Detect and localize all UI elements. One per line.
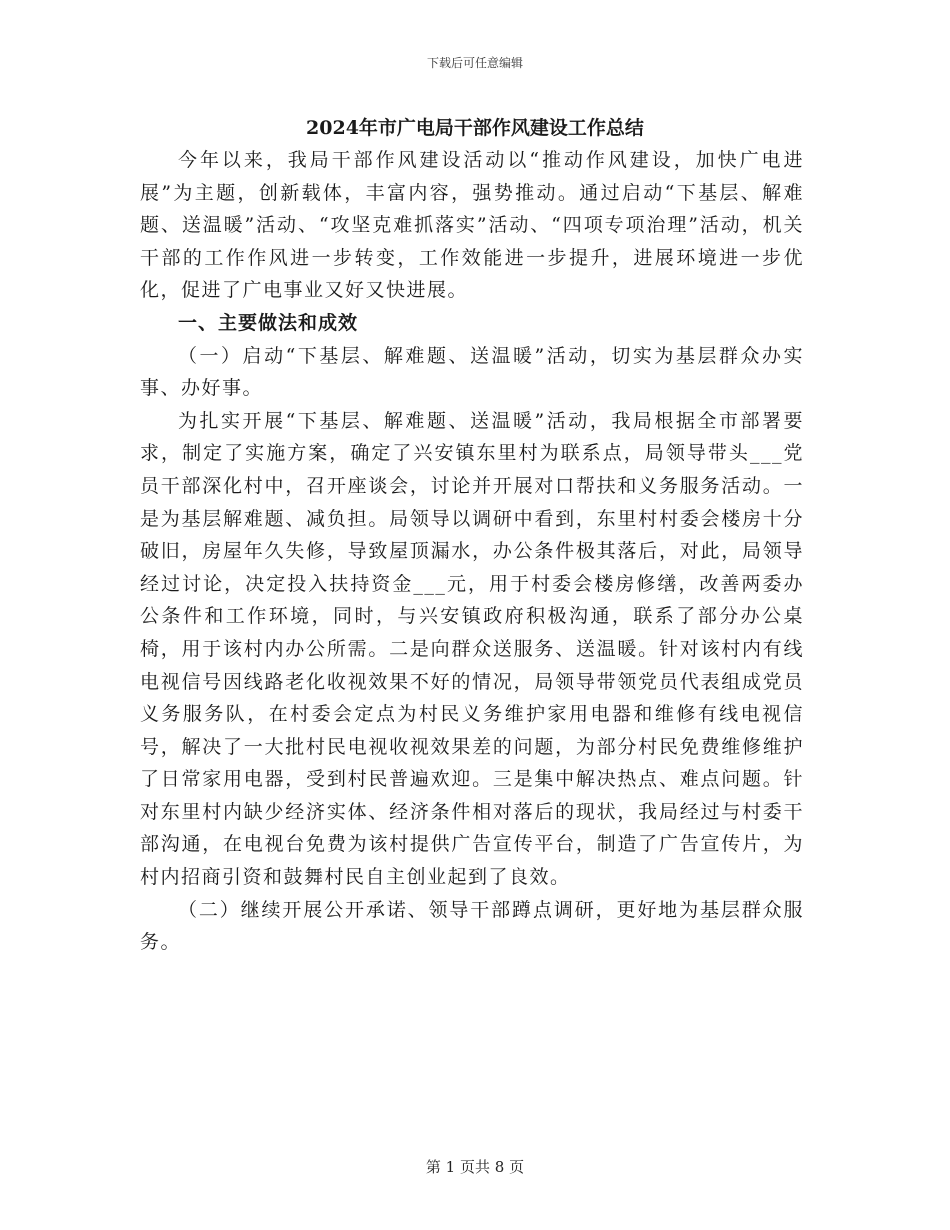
page-footer: 第 1 页共 8 页 (425, 1158, 525, 1176)
subsection-heading-1: （一）启动“下基层、解难题、送温暖”活动，切实为基层群众办实事、办好事。 (140, 344, 804, 400)
document-title: 2024年市广电局干部作风建设工作总结 (306, 117, 644, 139)
subsection-heading-2: （二）继续开展公开承诺、领导干部蹲点调研，更好地为基层群众服务。 (140, 898, 804, 954)
header-note: 下载后可任意编辑 (426, 56, 523, 70)
document-body (140, 144, 804, 959)
section-heading: 一、主要做法和成效 (178, 311, 359, 334)
paragraph-intro: 今年以来，我局干部作风建设活动以“推动作风建设，加快广电进展”为主题，创新载体，丰富内容，强势推动。通过启动“下基层、解难题、送温暖”活动、“攻坚克难抓落实”活动、“四项专项治理”活动，机关干部的工作作风进一步转变，工作效能进一步提升，进展环境进一步优化，促进了广电事业又好又快进展。 (140, 149, 804, 302)
paragraph-details: 为扎实开展“下基层、解难题、送温暖”活动，我局根据全市部署要求，制定了实施方案，确定了兴安镇东里村为联系点，局领导带头___党员干部深化村中，召开座谈会，讨论并开展对口帮扶和义务服务活动。一是为基层解难题、减负担。局领导以调研中看到，东里村村委会楼房十分破旧，房屋年久失修，导致屋顶漏水，办公条件极其落后，对此，局领导经过讨论，决定投入扶持资金___元，用于村委会楼房修缮，改善两委办公条件和工作环境，同时，与兴安镇政府积极沟通，联系了部分办公桌椅，用于该村内办公所需。二是向群众送服务、送温暖。针对该村内有线电视信号因线路老化收视效果不好的情况，局领导带领党员代表组成党员义务服务队，在村委会定点为村民义务维护家用电器和维修有线电视信号，解决了一大批村民电视收视效果差的问题，为部分村民免费维修维护了日常家用电器，受到村民普遍欢迎。三是集中解决热点、难点问题。针对东里村内缺少经济实体、经济条件相对落后的现状，我局经过与村委干部沟通，在电视台免费为该村提供广告宣传平台，制造了广告宣传片，为村内招商引资和鼓舞村民自主创业起到了良效。 (140, 409, 804, 889)
